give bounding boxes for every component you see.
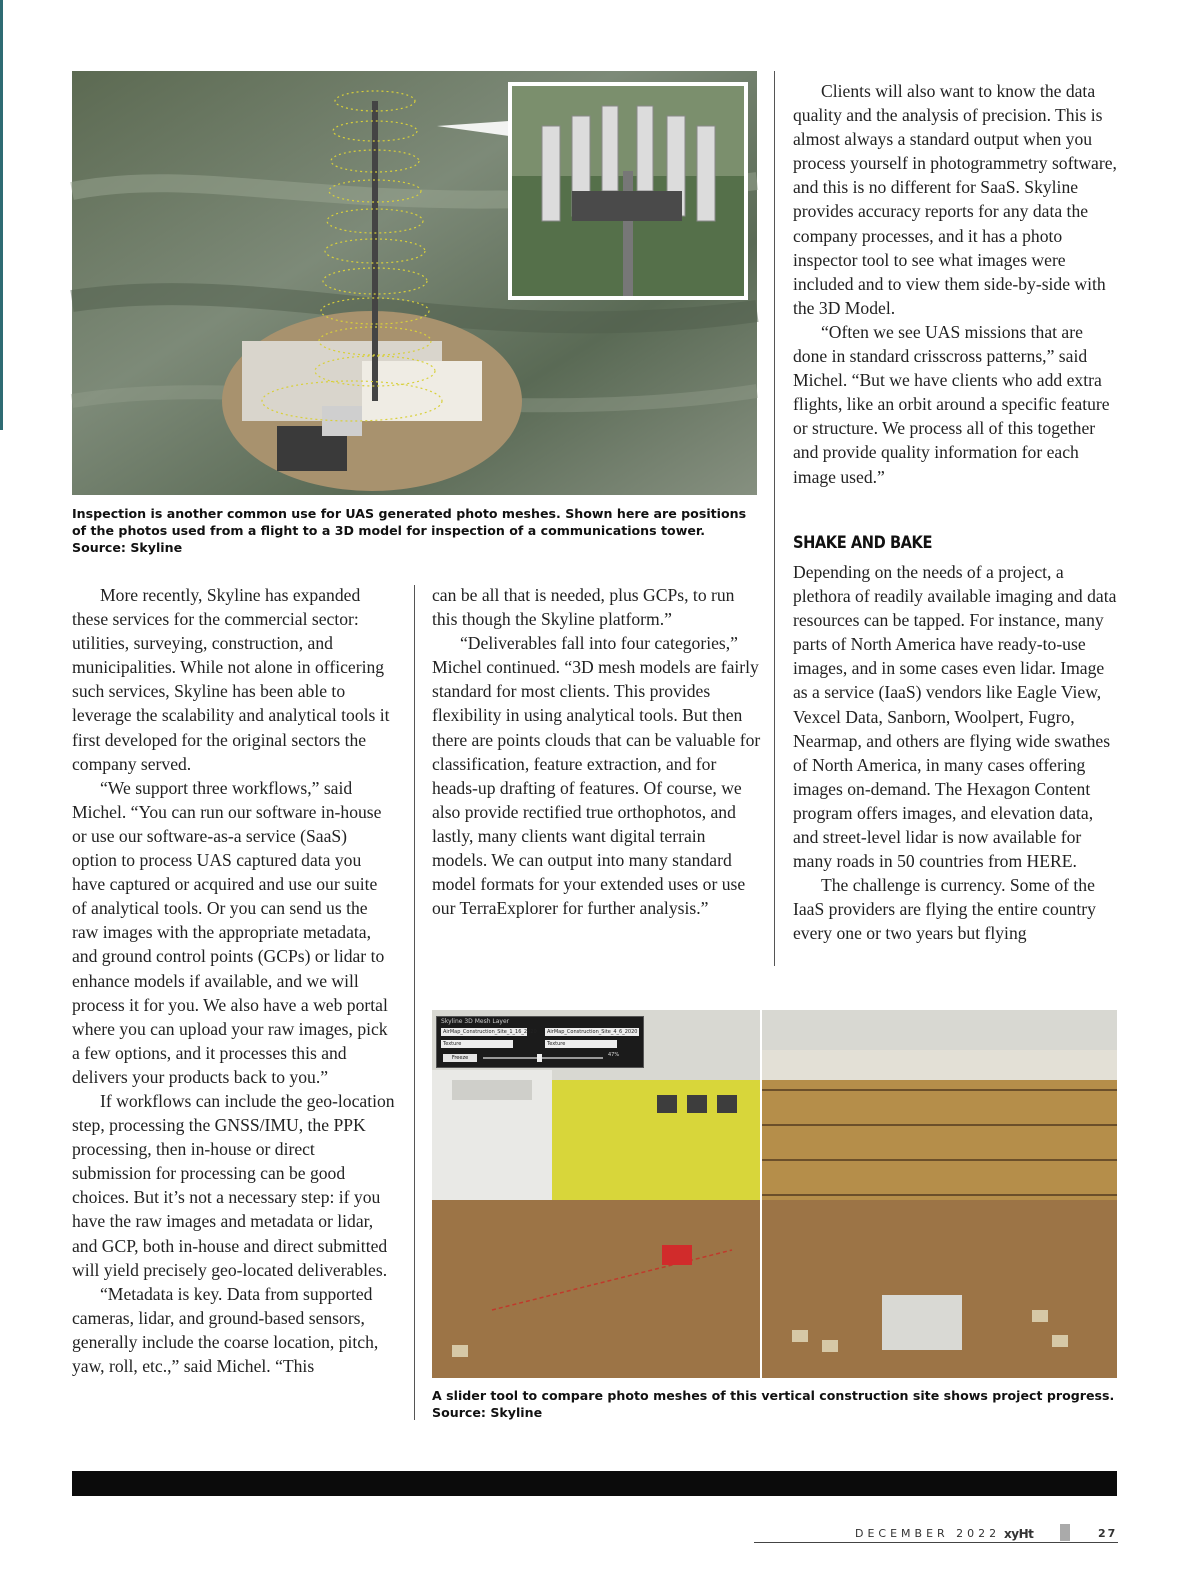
column-divider: [774, 71, 775, 966]
page-number: 27: [1098, 1527, 1118, 1540]
column3-paragraph: The challenge is currency. Some of the IaaS providers are flying the entire country every one or two years but flying: [793, 875, 1096, 944]
figure2-caption: A slider tool to compare photo meshes of this vertical construction site shows project progress. Source: Skyline: [432, 1388, 1115, 1420]
figure1-caption: Inspection is another common use for UAS generated photo meshes. Shown here are positions of the photos used from a flight to a 3D model for inspection of a communications tower. Source: Skyline: [72, 506, 747, 555]
article-column-1: [72, 583, 395, 1378]
column1-paragraph: If workflows can include the geo-location step, processing the GNSS/IMU, the PPK processing, then in-house or direct submission for processing can be good choices. But it’s not a necessary step: if you have the raw images and metadata or lidar, and GCP, both in-house and direct submitted will yield precisely geo-located deliverables.: [72, 1090, 395, 1280]
column1-paragraph: “We support three workflows,” said Michel. “You can run our software in-house or use our software-as-a service (SaaS) option to process UAS captured data you have captured or acquired and use our suite of analytical tools. Or you can send us the raw images with the appropriate metadata, and ground control points (GCPs) or lidar to enhance models if available, and we will process it for you. We also have a web portal where you can upload your raw images, pick a few options, and it processes this and delivers your products back to you.”: [72, 777, 388, 1087]
magazine-logo: xyHt: [1004, 1527, 1034, 1541]
column2-paragraph: “Deliverables fall into four categories,” Michel continued. “3D mesh models are fairly standard for most clients. This provides flexibility in using analytical tools. But then there are points clouds that can be valuable for classification, feature extraction, and for heads-up drafting of features. Of course, we also provide rectified true orthophotos, and lastly, many clients want digital terrain models. We can output into many standard model formats for your extended uses or use our TerraExplorer for further analysis.”: [432, 633, 761, 919]
slider-thumb[interactable]: [537, 1054, 542, 1062]
footer-rule: [754, 1542, 1118, 1543]
footer-block: [1060, 1524, 1070, 1541]
article-column-2: [432, 583, 762, 920]
column2-paragraph: can be all that is needed, plus GCPs, to run this though the Skyline platform.”: [432, 585, 735, 630]
column3-paragraph: Depending on the needs of a project, a plethora of readily available imaging and data resources can be tapped. For instance, many parts of North America have ready-to-use images, and in some cases even lidar. Image as a service (IaaS) vendors like Eagle View, Vexcel Data, Sanborn, Woolpert, Fugro, Nearmap, and others are flying wide swathes of North America, in many cases offering images on-demand. The Hexagon Content program offers images, and elevation data, and street-level lidar is now available for many roads in 50 countries from HERE.: [793, 562, 1117, 872]
right-mode-select[interactable]: Texture: [545, 1040, 617, 1048]
column-divider: [414, 585, 415, 1420]
freeze-button[interactable]: Freeze: [443, 1054, 477, 1062]
right-layer-select[interactable]: AirMap_Construction_Site_4_6_2020: [547, 1029, 638, 1035]
mesh-layer-panel: [436, 1016, 644, 1068]
column1-paragraph: “Metadata is key. Data from supported cameras, lidar, and ground-based sensors, generally include the coarse location, pitch, yaw, roll, etc.,” said Michel. “This: [72, 1283, 379, 1376]
left-layer-select[interactable]: AirMap_Construction_Site_1_16_2020: [443, 1029, 537, 1035]
page-edge-bar: [0, 0, 3, 430]
panel-title: Skyline 3D Mesh Layer: [441, 1018, 510, 1025]
section-heading: SHAKE AND BAKE: [793, 533, 933, 553]
slider-percent: 47%: [608, 1052, 620, 1058]
column1-paragraph: More recently, Skyline has expanded these services for the commercial sector: utilities, surveying, construction, and municipalities. While not alone in officering such services, Skyline has been able to leverage the scalability and analytical tools it first developed for the original sectors the company served.: [72, 585, 390, 774]
article-column-3: [793, 79, 1119, 489]
slider-track[interactable]: [483, 1057, 603, 1059]
article-column-3-continued: [793, 560, 1119, 946]
tower-illustration: [72, 71, 757, 495]
footer-band: [72, 1471, 1117, 1496]
column3-paragraph: Clients will also want to know the data quality and the analysis of precision. This is almost always a standard output when you process yourself in photogrammetry software, and this is no different for SaaS. Skyline provides accuracy reports for any data the company processes, and it has a photo inspector tool to see what images were included and to view them side-by-side with the 3D Model.: [793, 81, 1117, 318]
column3-paragraph: “Often we see UAS missions that are done in standard crisscross patterns,” said Michel. “But we have clients who add extra flights, like an orbit around a specific feature or structure. We process all of this together and provide quality information for each image used.”: [793, 321, 1110, 487]
left-mode-select[interactable]: Texture: [441, 1040, 513, 1048]
issue-date: DECEMBER 2022: [855, 1527, 1001, 1540]
tower-photo-mesh-image: [72, 71, 757, 495]
